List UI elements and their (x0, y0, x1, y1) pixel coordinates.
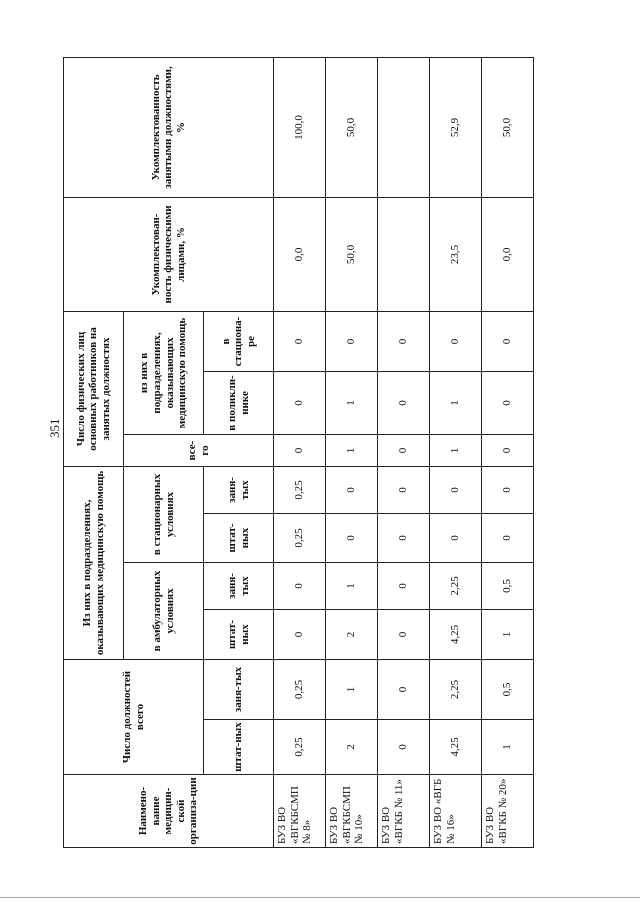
cell (378, 57, 430, 197)
cell: 0 (326, 466, 378, 513)
header-staff-persons: Укомплектован-ность физическими лицами, % (64, 197, 274, 311)
cell: 0 (274, 311, 326, 371)
cell: 2,25 (430, 562, 482, 609)
header-ambulatory: в амбулаторных условиях (124, 562, 204, 659)
cell: 1 (326, 659, 378, 719)
cell: 2 (326, 609, 378, 659)
cell: 50,0 (326, 197, 378, 311)
cell: 1 (326, 434, 378, 466)
org-name: БУЗ ВО «ВГКБ № 11» (378, 775, 430, 848)
cell: 0 (378, 659, 430, 719)
cell: 0 (274, 609, 326, 659)
cell: 0 (482, 466, 534, 513)
cell: 0,0 (274, 197, 326, 311)
header-name: Наимено-вание медицин-ской организа-ции (64, 775, 274, 848)
cell: 0,25 (274, 466, 326, 513)
table-row (378, 57, 430, 847)
org-name: БУЗ ВО «ВГКБСМП № 8» (274, 775, 326, 848)
cell (378, 197, 430, 311)
cell: 0 (482, 311, 534, 371)
header-staff-positions: Укомплектованность занятыми должностями, % (64, 57, 274, 197)
cell: 0 (430, 311, 482, 371)
cell: 0 (482, 371, 534, 434)
cell: 1 (482, 720, 534, 775)
cell: 0 (378, 720, 430, 775)
cell: 0,25 (274, 513, 326, 562)
header-persons: Число физических лиц основных работников на занятых должностях (64, 311, 124, 466)
cell: 0 (430, 513, 482, 562)
header-shtat: штат-ных (204, 609, 274, 659)
header-zanya: заня-тых (204, 466, 274, 513)
table-row (326, 57, 378, 847)
header-of-them-units: Из них в подразделениях, оказывающих медицинскую помощь (64, 466, 124, 659)
cell: 50,0 (482, 57, 534, 197)
rotated-table-container (63, 58, 521, 848)
header-stationary-short: в стациона-ре (204, 311, 274, 371)
header-of-them-persons: из них в подразделениях, оказывающих медицинскую помощь (124, 311, 204, 434)
cell: 4,25 (430, 720, 482, 775)
cell: 0,5 (482, 562, 534, 609)
cell: 0 (326, 513, 378, 562)
cell: 50,0 (326, 57, 378, 197)
cell: 0 (482, 513, 534, 562)
header-vsego: все-го (124, 434, 274, 466)
cell: 0 (378, 609, 430, 659)
page-edge-line (0, 897, 640, 898)
cell: 0 (378, 311, 430, 371)
cell: 1 (430, 434, 482, 466)
header-policlinic: в поликли-нике (204, 371, 274, 434)
cell: 1 (430, 371, 482, 434)
cell: 1 (482, 609, 534, 659)
org-name: БУЗ ВО «ВГКБСМП № 10» (326, 775, 378, 848)
cell: 1 (326, 562, 378, 609)
cell: 0 (378, 371, 430, 434)
page-number: 351 (47, 418, 62, 438)
header-zanya: заня-тых (204, 659, 274, 719)
cell: 0 (274, 562, 326, 609)
cell: 0 (274, 371, 326, 434)
header-shtat: штат-ных (204, 720, 274, 775)
header-zanya: заня-тых (204, 562, 274, 609)
cell: 0 (326, 311, 378, 371)
cell: 23,5 (430, 197, 482, 311)
cell: 2,25 (430, 659, 482, 719)
table-row (482, 57, 534, 847)
cell: 0 (378, 434, 430, 466)
cell: 4,25 (430, 609, 482, 659)
cell: 100,0 (274, 57, 326, 197)
cell: 0 (430, 466, 482, 513)
header-shtat: штат-ных (204, 513, 274, 562)
cell: 52,9 (430, 57, 482, 197)
table-row (274, 57, 326, 847)
cell: 0 (482, 434, 534, 466)
table-row (430, 57, 482, 847)
cell: 0,5 (482, 659, 534, 719)
cell: 0,25 (274, 659, 326, 719)
header-stationary: в стационарных условиях (124, 466, 204, 562)
staffing-table (63, 57, 534, 848)
cell: 0 (378, 466, 430, 513)
org-name: БУЗ ВО «ВГКБ № 20» (482, 775, 534, 848)
cell: 1 (326, 371, 378, 434)
cell: 0 (378, 562, 430, 609)
cell: 2 (326, 720, 378, 775)
cell: 0,0 (482, 197, 534, 311)
cell: 0 (378, 513, 430, 562)
cell: 0 (274, 434, 326, 466)
cell: 0,25 (274, 720, 326, 775)
org-name: БУЗ ВО «ВГБ № 16» (430, 775, 482, 848)
header-positions-total: Число должностей всего (64, 659, 204, 774)
